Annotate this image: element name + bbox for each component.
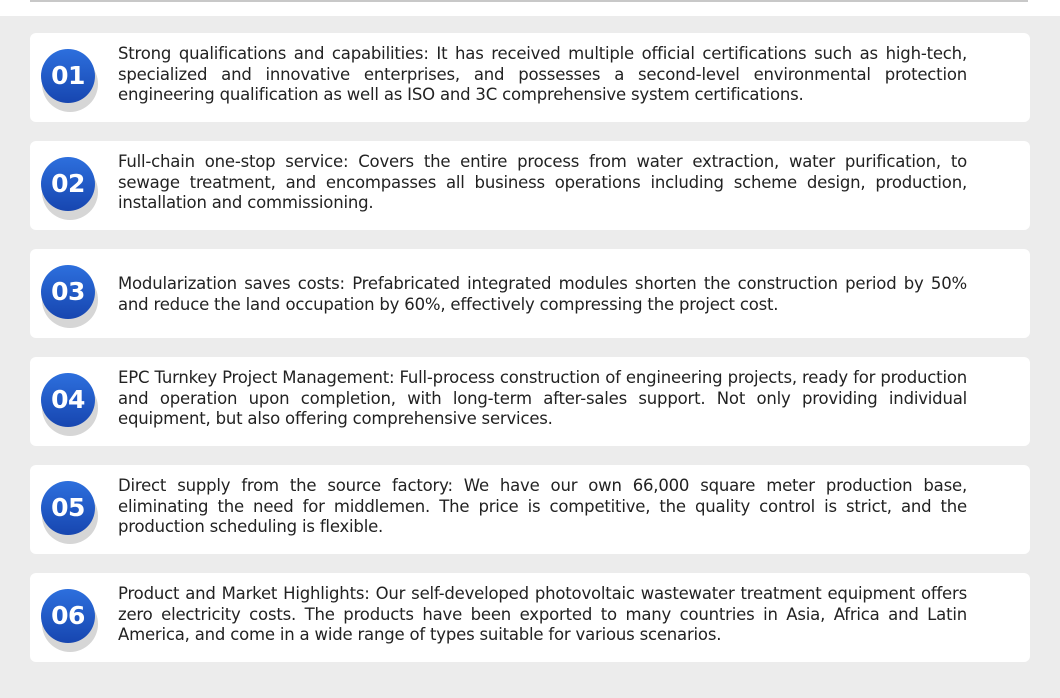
feature-card-1 <box>30 33 1030 122</box>
feature-card-4 <box>30 357 1030 446</box>
number-badge: 02 <box>41 157 95 211</box>
feature-card-2 <box>30 141 1030 230</box>
number-badge: 05 <box>41 481 95 535</box>
top-divider <box>30 0 1028 2</box>
feature-card-5 <box>30 465 1030 554</box>
number-badge: 03 <box>41 265 95 319</box>
feature-text: Full-chain one-stop service: Covers the entire process from water extraction, water purification, to sewage treatment, and encompasses all business operations including scheme design, production, installation and commissioning. <box>118 152 967 212</box>
feature-text: Modularization saves costs: Prefabricated integrated modules shorten the construction period by 50% and reduce the land occupation by 60%, effectively compressing the project cost. <box>118 274 967 314</box>
number-badge: 06 <box>41 589 95 643</box>
feature-text: Strong qualifications and capabilities: It has received multiple official certifications such as high-tech, specialized and innovative enterprises, and possesses a second-level environmental protection engineering qualification as well as ISO and 3C comprehensive system certifications. <box>118 44 967 104</box>
number-badge: 01 <box>41 49 95 103</box>
feature-text: Direct supply from the source factory: We have our own 66,000 square meter production base, eliminating the need for middlemen. The price is competitive, the quality control is strict, and the production scheduling is flexible. <box>118 476 967 536</box>
feature-card-6 <box>30 573 1030 662</box>
number-badge: 04 <box>41 373 95 427</box>
feature-text: Product and Market Highlights: Our self-developed photovoltaic wastewater treatment equipment offers zero electricity costs. The products have been exported to many countries in Asia, Africa and Latin America, and come in a wide range of types suitable for various scenarios. <box>118 584 967 644</box>
feature-text: EPC Turnkey Project Management: Full-process construction of engineering projects, ready for production and operation upon completion, with long-term after-sales support. Not only providing individual equipment, but also offering comprehensive services. <box>118 368 967 428</box>
feature-card-3 <box>30 249 1030 338</box>
features-panel <box>0 16 1060 698</box>
